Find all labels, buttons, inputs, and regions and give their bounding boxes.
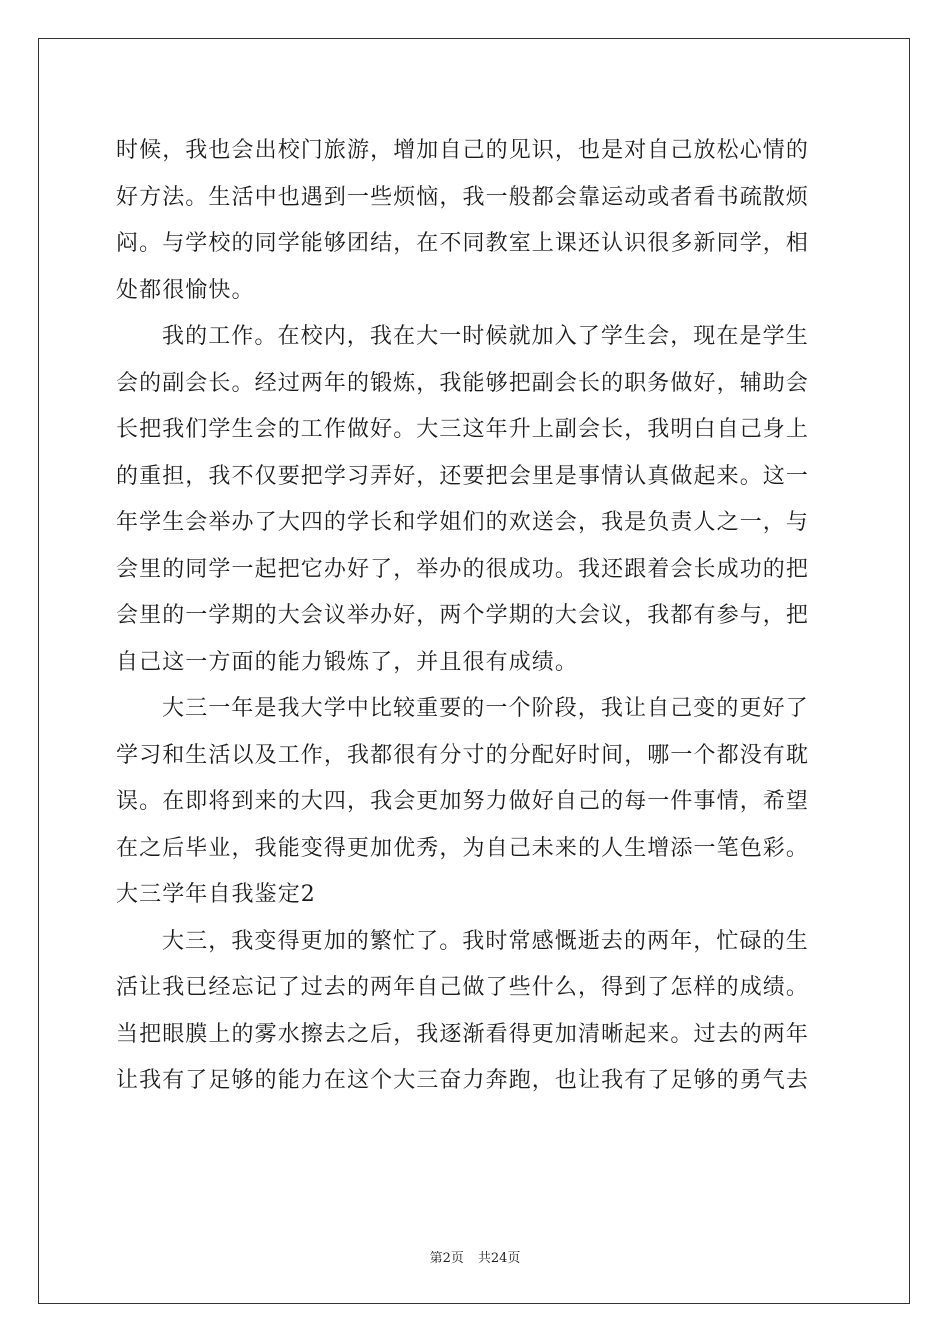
text-line: 长把我们学生会的工作做好。大三这年升上副会长，我明白自己身上 bbox=[116, 417, 810, 442]
text-line: 会里的一学期的大会议举办好，两个学期的大会议，我都有参与，把 bbox=[116, 603, 810, 628]
text-line: 处都很愉快。 bbox=[116, 277, 255, 303]
text-line: 的重担，我不仅要把学习弄好，还要把会里是事情认真做起来。这一 bbox=[116, 463, 810, 489]
page-number: 第2页 bbox=[429, 1251, 464, 1266]
text-line: 会的副会长。经过两年的锻炼，我能够把副会长的职务做好，辅助会 bbox=[116, 370, 810, 396]
document-body bbox=[116, 128, 836, 1105]
text-line: 在之后毕业，我能变得更加优秀，为自己未来的人生增添一笔色彩。 bbox=[116, 835, 810, 861]
text-line: 好方法。生活中也遇到一些烦恼，我一般都会靠运动或者看书疏散烦 bbox=[116, 184, 810, 210]
text-line: 大三，我变得更加的繁忙了。我时常感慨逝去的两年，忙碌的生 bbox=[162, 928, 809, 954]
page-footer bbox=[0, 1247, 950, 1266]
text-line: 我的工作。在校内，我在大一时候就加入了学生会，现在是学生 bbox=[162, 324, 809, 349]
text-line: 大三一年是我大学中比较重要的一个阶段，我让自己变的更好了 bbox=[162, 696, 809, 721]
page-total: 共24页 bbox=[477, 1251, 521, 1266]
text-line: 会里的同学一起把它办好了，举办的很成功。我还跟着会长成功的把 bbox=[116, 556, 810, 582]
text-line: 让我有了足够的能力在这个大三奋力奔跑，也让我有了足够的勇气去 bbox=[116, 1068, 810, 1093]
text-line: 误。在即将到来的大四，我会更加努力做好自己的每一件事情，希望 bbox=[116, 789, 810, 814]
text-line: 学习和生活以及工作，我都很有分寸的分配好时间，哪一个都没有耽 bbox=[116, 742, 810, 768]
section-heading: 大三学年自我鉴定2 bbox=[116, 882, 316, 907]
text-line: 活让我已经忘记了过去的两年自己做了些什么，得到了怎样的成绩。 bbox=[116, 975, 810, 1000]
text-line: 自己这一方面的能力锻炼了，并且很有成绩。 bbox=[116, 649, 579, 675]
text-line: 闷。与学校的同学能够团结，在不同教室上课还认识很多新同学，相 bbox=[116, 231, 810, 256]
text-line: 当把眼膜上的雾水擦去之后，我逐渐看得更加清晰起来。过去的两年 bbox=[116, 1021, 810, 1047]
text-line: 时候，我也会出校门旅游，增加自己的见识，也是对自己放松心情的 bbox=[116, 138, 810, 163]
text-line: 年学生会举办了大四的学长和学姐们的欢送会，我是负责人之一，与 bbox=[116, 510, 810, 535]
